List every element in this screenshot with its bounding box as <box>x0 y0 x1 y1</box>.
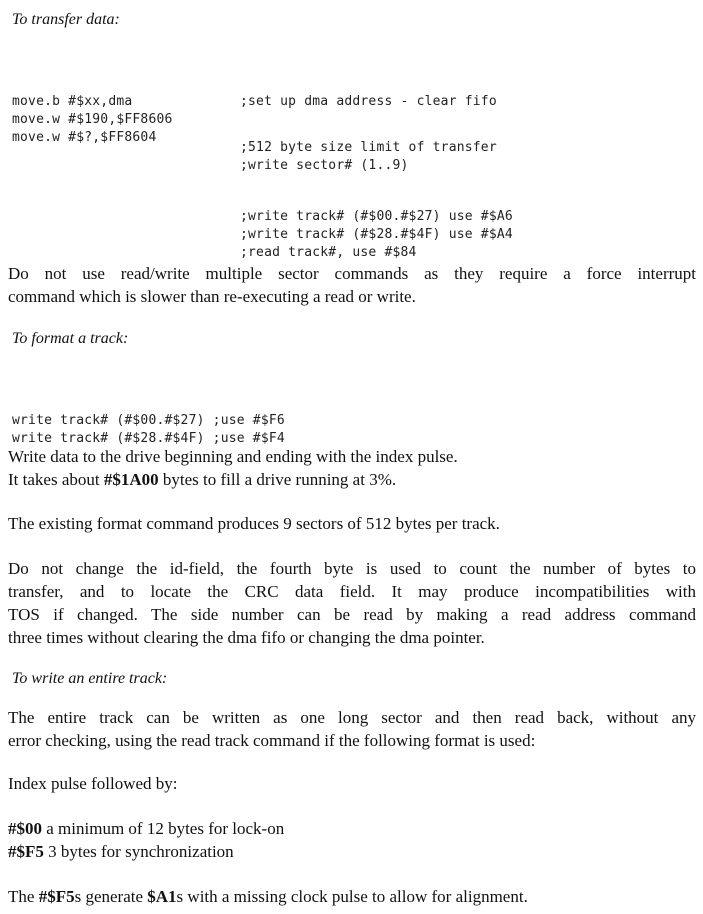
paragraph-f5-alignment <box>8 885 528 908</box>
list-item <box>8 840 234 863</box>
text-line: Do not change the id-field, the fourth byte is used to count the number of bytes to <box>8 559 696 578</box>
text-line: Do not use read/write multiple sector commands as they require a force interrupt <box>8 264 696 283</box>
text-line: command which is slower than re-executing a read or write. <box>8 287 416 306</box>
paragraph-fill-bytes <box>8 468 396 491</box>
code-line: write track# (#$28.#$4F) ;use #$F4 <box>12 431 285 446</box>
hex-value: $A1 <box>147 887 177 906</box>
code-line: move.b #$xx,dma <box>12 94 133 109</box>
text-fragment: a minimum of 12 bytes for lock-on <box>42 819 285 838</box>
heading-write-entire-track: To write an entire track: <box>12 670 168 687</box>
hex-value: #$00 <box>8 819 42 838</box>
text-line: TOS if changed. The side number can be read by making a read address command <box>8 605 696 624</box>
text-line: transfer, and to locate the CRC data field. It may produce incompatibilities with <box>8 582 696 601</box>
paragraph-id-field <box>8 557 696 649</box>
paragraph-existing-format: The existing format command produces 9 sectors of 512 bytes per track. <box>8 514 500 533</box>
text-fragment: bytes to fill a drive running at 3%. <box>158 470 397 489</box>
code-line: ;write track# (#$28.#$4F) use #$A4 <box>240 227 513 242</box>
heading-transfer-data: To transfer data: <box>12 11 120 28</box>
text-fragment: s with a missing clock pulse to allow for alignment. <box>176 887 528 906</box>
code-line: ;write track# (#$00.#$27) use #$A6 <box>240 209 513 224</box>
code-line: ;write sector# (1..9) <box>240 158 409 173</box>
text-fragment: s generate <box>74 887 148 906</box>
hex-value: #$F5 <box>8 842 44 861</box>
paragraph-entire-track <box>8 706 696 752</box>
text-fragment: The <box>8 887 39 906</box>
hex-value: #$F5 <box>38 887 75 906</box>
code-line: move.w #$190,$FF8606 <box>12 112 173 127</box>
heading-format-track: To format a track: <box>12 330 129 347</box>
code-line: ;set up dma address - clear fifo <box>240 94 497 109</box>
text-line: three times without clearing the dma fifo or changing the dma pointer. <box>8 628 485 647</box>
code-line: ;read track#, use #$84 <box>240 245 417 260</box>
code-line: ;512 byte size limit of transfer <box>240 140 497 155</box>
text-fragment: 3 bytes for synchronization <box>43 842 234 861</box>
paragraph-index-pulse: Index pulse followed by: <box>8 774 178 793</box>
text-fragment: It takes about <box>8 470 104 489</box>
paragraph-multiple-sector-warning <box>8 262 696 308</box>
code-line: move.w #$?,$FF8604 <box>12 130 157 145</box>
paragraph-write-data-index: Write data to the drive beginning and ending with the index pulse. <box>8 447 458 466</box>
list-item <box>8 817 284 840</box>
hex-value: #$1A00 <box>103 470 159 489</box>
text-line: error checking, using the read track command if the following format is used: <box>8 731 536 750</box>
text-line: The entire track can be written as one long sector and then read back, without any <box>8 708 696 727</box>
code-line: write track# (#$00.#$27) ;use #$F6 <box>12 413 285 428</box>
code-block-transfer-left <box>12 57 173 165</box>
